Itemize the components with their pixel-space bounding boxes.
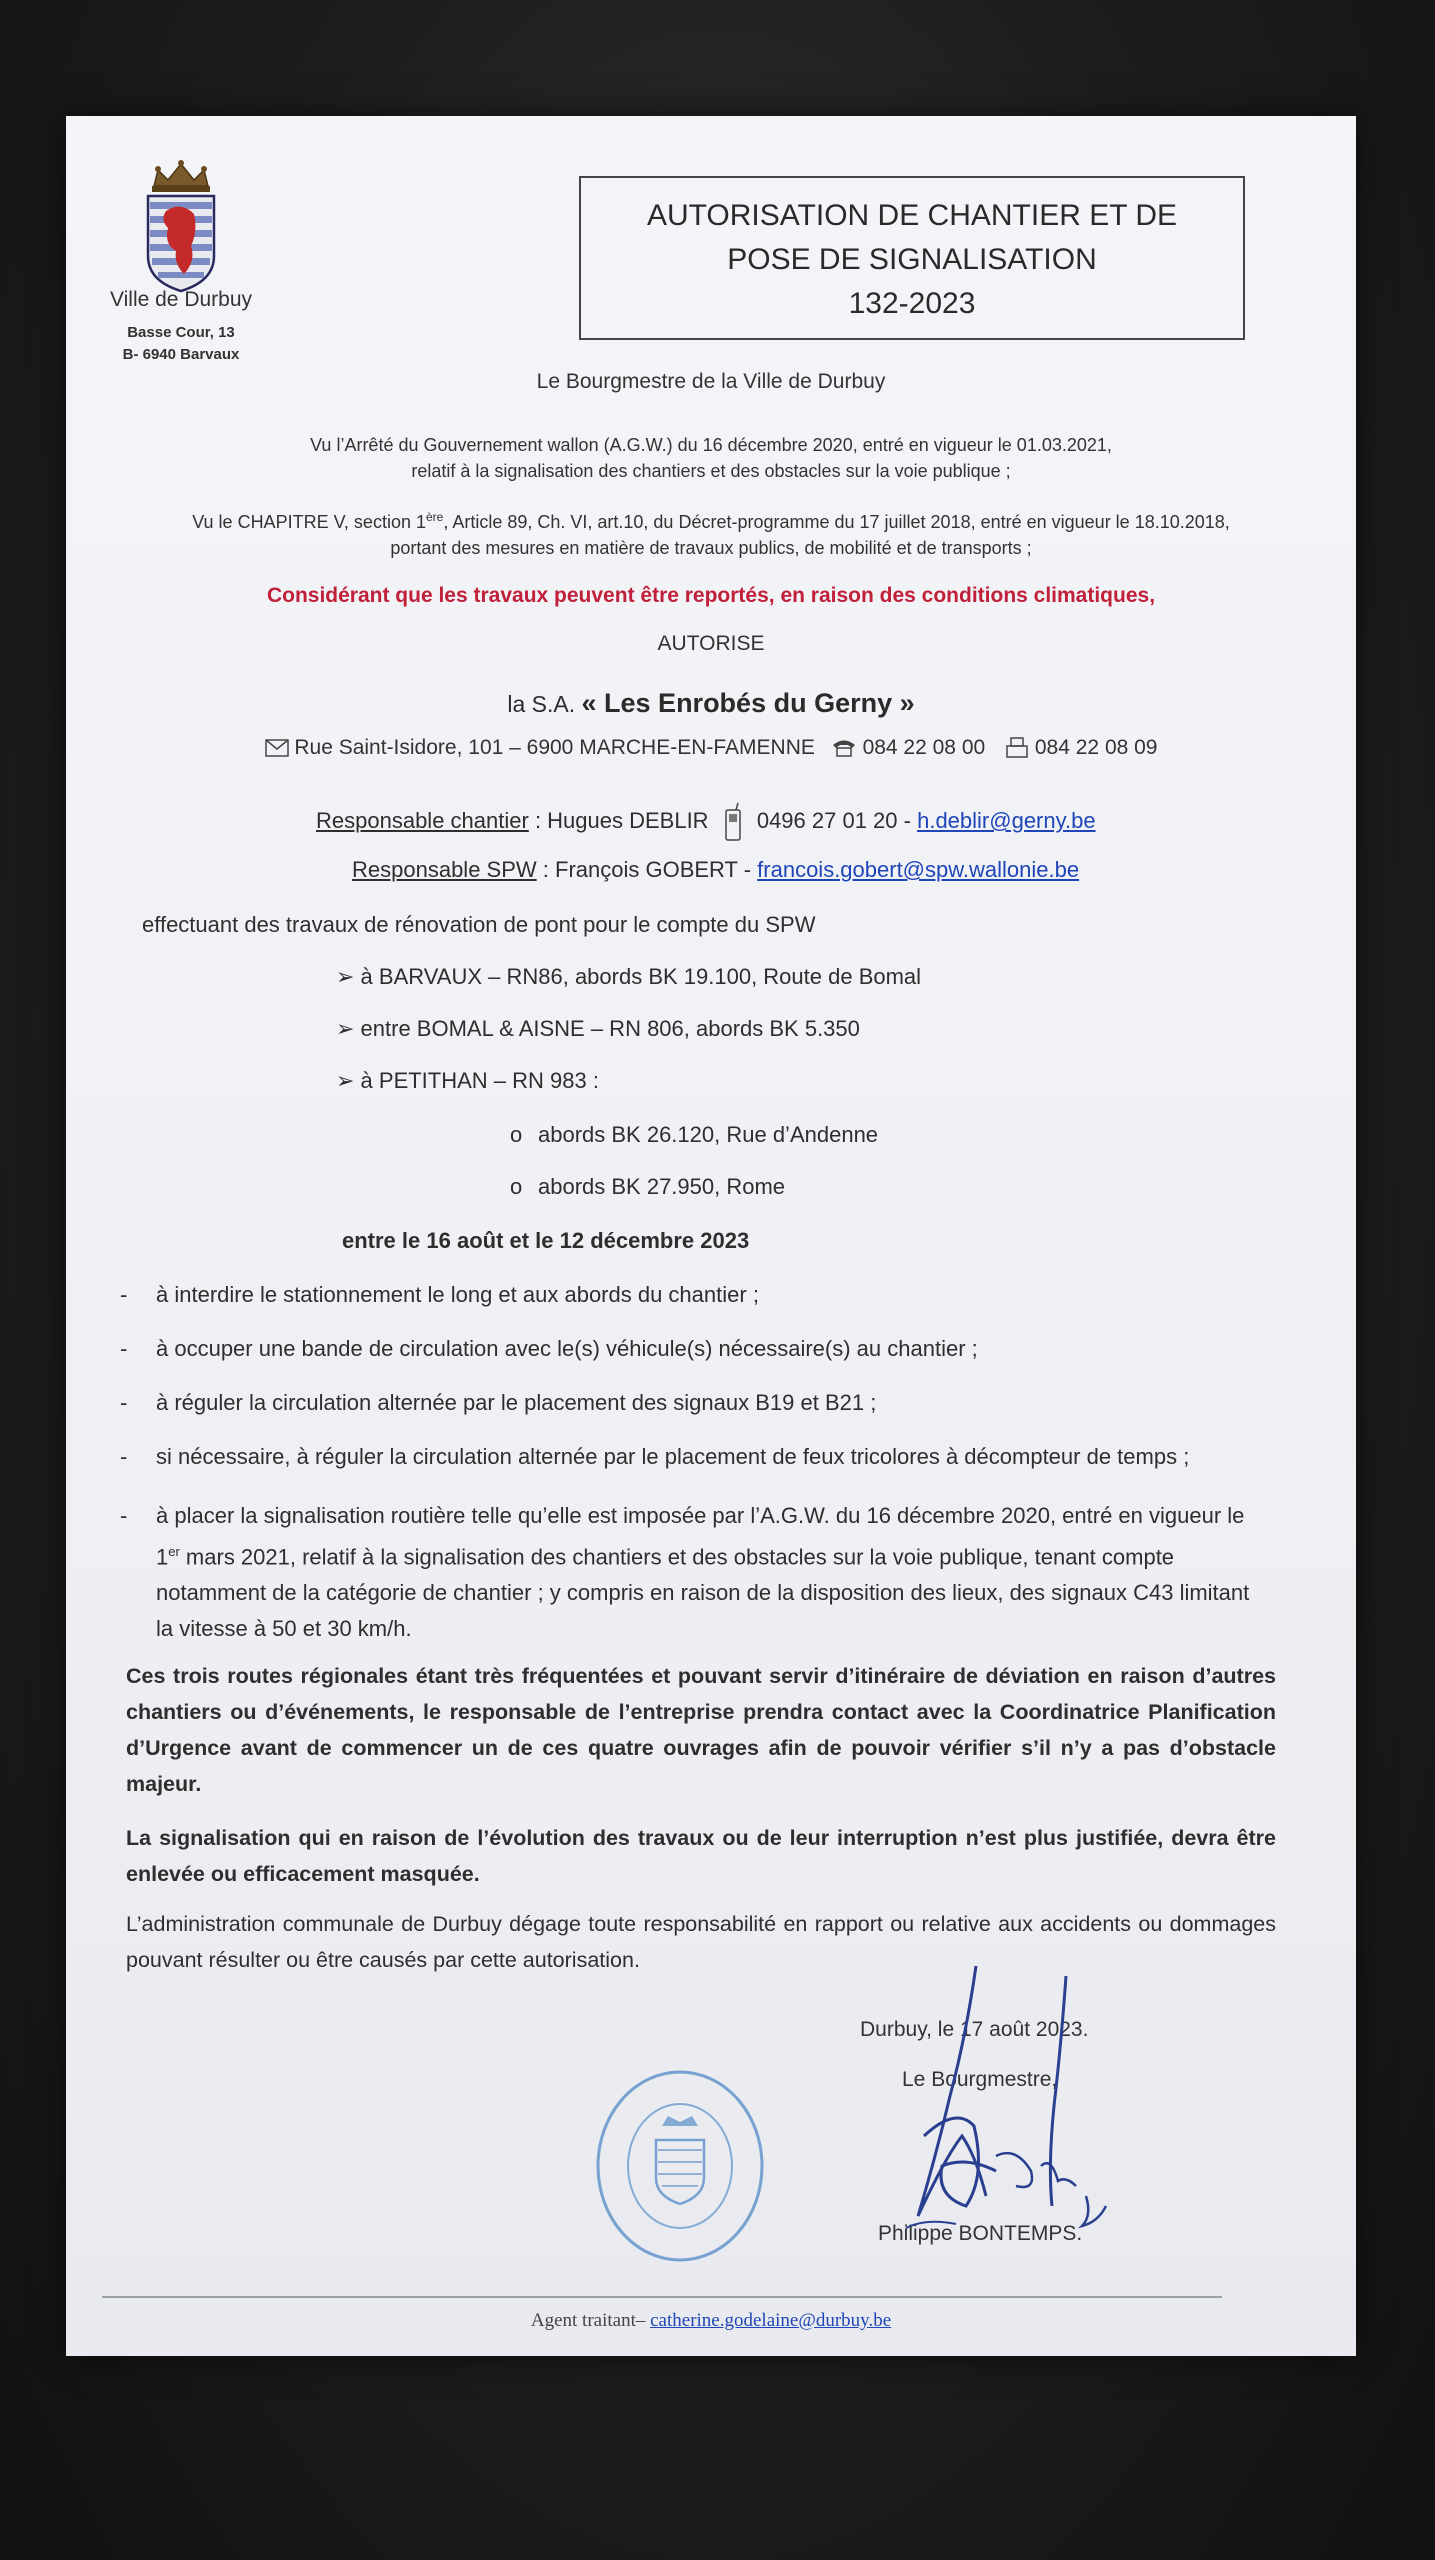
measure-5-num: 1 [156,1544,169,1570]
arrow-bullet-icon: ➢ [336,1068,361,1093]
mobile-phone-icon [723,802,743,842]
sub-location-2: abords BK 27.950, Rome [538,1174,786,1199]
signature-role: Le Bourgmestre, [902,2068,1058,2091]
responsable-spw-name: : François GOBERT - [542,857,752,882]
location-item [336,1016,860,1042]
footer-label: Agent traitant– [530,2310,646,2331]
handwritten-signature-icon [866,1956,1126,2256]
measure-5-line-4: la vitesse à 50 et 30 km/h. [156,1616,412,1642]
company-line [66,688,1356,719]
location-2: entre BOMAL & AISNE – RN 806, abords BK 5.350 [360,1016,860,1041]
fax-icon [1005,737,1029,759]
measure-item: - si nécessaire, à réguler la circulation alternée par le placement de feux tricolores à décompteur de temps ; [120,1444,1190,1469]
circle-bullet-icon: o [510,1174,523,1199]
paragraph-responsabilite: L’administration communale de Durbuy dégage toute responsabilité en rapport ou relative aux accidents ou dommages pouvant résulter ou être causés par cette autorisation. [126,1912,1276,1972]
authority-line: Le Bourgmestre de la Ville de Durbuy [536,370,886,393]
document-title-box [579,176,1245,340]
vu-decret-part-a: Vu le CHAPITRE V, section 1 [192,512,426,532]
city-postal: B- 6940 Barvaux [122,346,240,363]
telephone-icon [831,738,857,758]
location-item [336,1068,599,1094]
document-page [66,116,1356,2356]
vu-decret-line-2: portant des mesures en matière de travaux publics, de mobilité et de transports ; [390,538,1032,558]
envelope-icon [265,739,289,757]
measure-5-sup: er [168,1544,180,1559]
signature-place-date: Durbuy, le 17 août 2023. [860,2018,1089,2041]
sub-location-item [510,1122,878,1148]
city-name: Ville de Durbuy [109,288,253,311]
responsable-chantier-email[interactable]: h.deblir@gerny.be [917,807,1096,833]
company-name: « Les Enrobés du Gerny » [581,688,915,718]
company-address: Rue Saint-Isidore, 101 – 6900 MARCHE-EN-FAMENNE [294,736,815,759]
title-line-2: POSE DE SIGNALISATION [727,243,1097,276]
location-item [336,964,921,990]
measure-4: si nécessaire, à réguler la circulation alternée par le placement de feux tricolores à décompteur de temps ; [156,1444,1190,1469]
measure-item: - à placer la signalisation routière telle qu’elle est imposée par l’A.G.W. du 16 décembre 2020, entré en vigueur le 1er mars 2021, relatif à la signalisation des chantiers et des obstacles sur la voie publique, tenant compte notamment de la catégorie de chantier ; y compris en raison de la disposition des lieux, des signaux C43 limitant la vitesse à 50 et 30 km/h. [120,1498,1290,1647]
location-1: à BARVAUX – RN86, abords BK 19.100, Route de Bomal [360,964,922,989]
measure-5-line-2 [156,1534,1290,1575]
vu-decret [66,504,1356,561]
responsable-chantier-phone: 0496 27 01 20 - [756,807,911,833]
measure-5-rest: mars 2021, relatif à la signalisation des chantiers et des obstacles sur la voie publique, tenant compte [179,1544,1175,1570]
responsable-spw-email[interactable]: francois.gobert@spw.wallonie.be [757,857,1080,882]
measure-item: - à réguler la circulation alternée par le placement des signaux B19 et B21 ; [120,1390,877,1415]
autorise-heading: AUTORISE [657,632,765,655]
title-line-1: AUTORISATION DE CHANTIER ET DE [646,199,1178,232]
city-address [86,322,276,366]
responsable-spw-label: Responsable SPW [352,857,537,882]
location-3: à PETITHAN – RN 983 : [360,1068,599,1093]
vu-agw-line-2: relatif à la signalisation des chantiers et des obstacles sur la voie publique ; [411,461,1011,481]
footer [66,2310,1356,2332]
circle-bullet-icon: o [510,1122,523,1147]
measure-item: - à occuper une bande de circulation avec le(s) véhicule(s) nécessaire(s) au chantier ; [120,1336,978,1361]
responsable-chantier-line [316,802,1096,842]
city-street: Basse Cour, 13 [127,324,235,341]
company-phone: 084 22 08 00 [862,736,986,759]
measure-5-line-1: à placer la signalisation routière telle qu’elle est imposée par l’A.G.W. du 16 décembre 2020, entré en vigueur le [156,1503,1245,1528]
title-line-3: 132-2023 [848,287,976,320]
vu-decret-sup: ère [425,510,444,524]
signature-name: Philippe BONTEMPS. [878,2222,1083,2245]
measure-item: - à interdire le stationnement le long et aux abords du chantier ; [120,1282,759,1307]
works-description: effectuant des travaux de rénovation de pont pour le compte du SPW [142,912,816,937]
sub-location-1: abords BK 26.120, Rue d’Andenne [538,1122,879,1147]
measure-3: à réguler la circulation alternée par le placement des signaux B19 et B21 ; [156,1390,877,1415]
paragraph-coordination: Ces trois routes régionales étant très fréquentées et pouvant servir d’itinéraire de déviation en raison d’autres chantiers ou d’événements, le responsable de l’entreprise prendra contact avec la Coordinatrice Planification d’Urgence avant de commencer un de ces quatre ouvrages afin de pouvoir vérifier s’il n’y a pas d’obstacle majeur. [126,1664,1276,1796]
measure-5-line-3: notamment de la catégorie de chantier ; y compris en raison de la disposition des lieux, des signaux C43 limitant [156,1580,1250,1606]
measure-1: à interdire le stationnement le long et aux abords du chantier ; [156,1282,759,1307]
municipal-stamp-icon [592,2066,768,2266]
company-prefix: la S.A. [507,691,576,717]
vu-agw-line-1: Vu l’Arrêté du Gouvernement wallon (A.G.W.) du 16 décembre 2020, entré en vigueur le 01.03.2021, [310,435,1112,455]
vu-agw [66,432,1356,484]
footer-divider [102,2296,1222,2298]
paragraph-signalisation: La signalisation qui en raison de l’évolution des travaux ou de leur interruption n’est plus justifiée, devra être enlevée ou efficacement masquée. [126,1826,1276,1886]
arrow-bullet-icon: ➢ [336,1016,361,1041]
arrow-bullet-icon: ➢ [336,964,361,989]
company-contact-line [66,736,1356,760]
vu-decret-line-1 [66,504,1356,535]
measure-2: à occuper une bande de circulation avec le(s) véhicule(s) nécessaire(s) au chantier ; [156,1336,978,1361]
footer-email[interactable]: catherine.godelaine@durbuy.be [650,2310,892,2331]
responsable-chantier-name: : Hugues DEBLIR [534,807,709,833]
considerant-line: Considérant que les travaux peuvent être reportés, en raison des conditions climatiques, [266,584,1156,607]
responsable-spw-line [352,857,1079,883]
work-period: entre le 16 août et le 12 décembre 2023 [342,1228,750,1253]
vu-decret-part-b: , Article 89, Ch. VI, art.10, du Décret-programme du 17 juillet 2018, entré en vigueur le 18.10.2018, [443,512,1230,532]
company-fax: 084 22 08 09 [1034,736,1158,759]
sub-location-item [510,1174,785,1200]
responsable-chantier-label: Responsable chantier [316,807,529,833]
